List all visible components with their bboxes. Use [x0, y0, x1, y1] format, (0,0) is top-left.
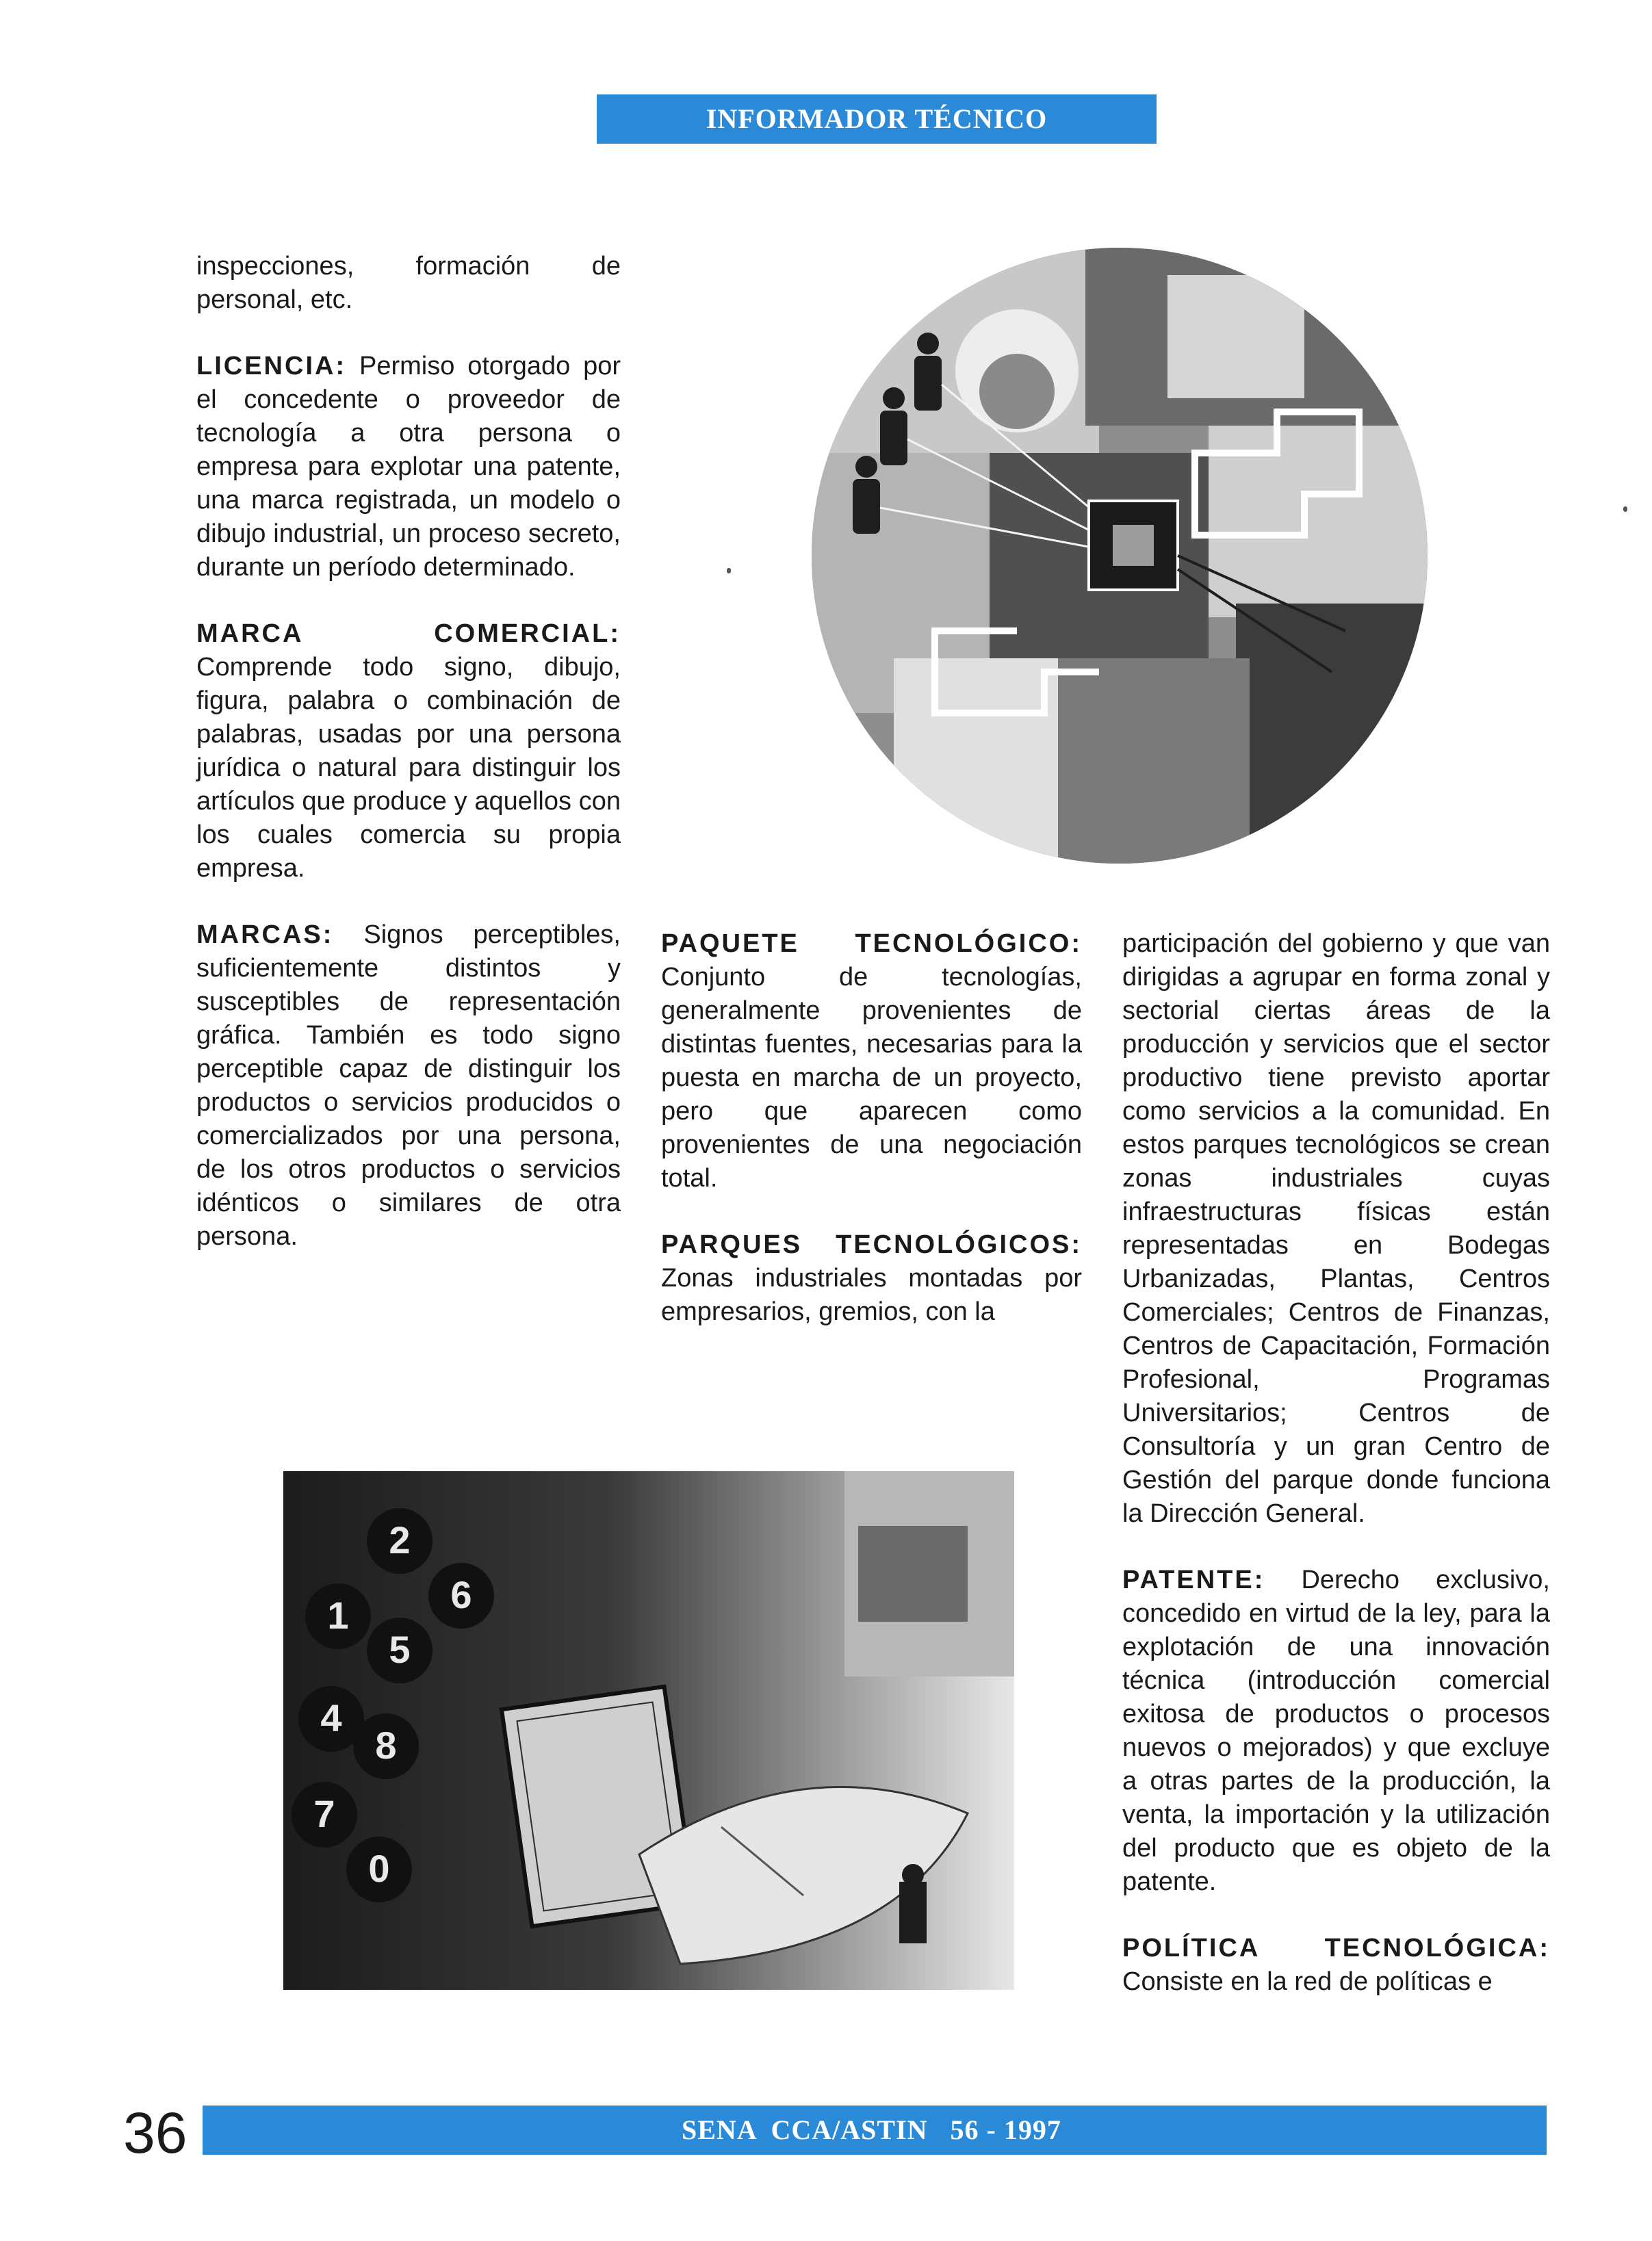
- text-column-1: [196, 250, 621, 1286]
- glossary-term: MARCA COMERCIAL:: [196, 619, 621, 648]
- glossary-term: MARCAS:: [196, 920, 334, 949]
- glossary-definition: Permiso otorgado por el concedente o proveedor de tecnología a otra persona o empresa para explotar una patente, una marca registrada, un modelo o dibujo industrial, un proceso secreto, durante un período determinado.: [196, 352, 621, 582]
- glossary-definition: Consiste en la red de políticas e: [1122, 1967, 1493, 1996]
- keypad-digit: 1: [327, 1594, 349, 1637]
- header-title: INFORMADOR TÉCNICO: [706, 103, 1048, 134]
- glossary-term: PAQUETE TECNOLÓGICO:: [661, 929, 1082, 958]
- glossary-definition: Derecho exclusivo, concedido en virtud de la ley, para la explotación de una innovación técnica (introducción comercial exitosa de productos o procesos nuevos o mejorados) y que excluye a otras partes de la producción, la venta, la importación y la utilización del producto que es objeto de la patente.: [1122, 1566, 1550, 1896]
- keypad-digit: 6: [450, 1573, 472, 1616]
- glossary-entry: [196, 918, 621, 1254]
- glossary-entry: [1122, 1564, 1550, 1899]
- page-number: 36: [123, 2101, 188, 2165]
- glossary-term: POLÍTICA TECNOLÓGICA:: [1122, 1934, 1550, 1963]
- circular-collage-image: [812, 248, 1428, 864]
- glossary-definition: Zonas industriales montadas por empresarios, gremios, con la: [661, 1264, 1082, 1326]
- text-column-2: [661, 927, 1082, 1362]
- keypad-digit: 5: [389, 1628, 411, 1671]
- telecom-graphic: [283, 1471, 1014, 1990]
- keypad-digit: 8: [375, 1724, 397, 1767]
- glossary-entry: [661, 1228, 1082, 1329]
- glossary-definition: Comprende todo signo, dibujo, figura, palabra o combinación de palabras, usadas por una persona jurídica o natural para distinguir los artículos que produce y aquellos con los cuales comercia su propia empresa.: [196, 653, 621, 883]
- telecom-photo: [283, 1471, 1014, 1990]
- keypad-digit: 0: [368, 1847, 390, 1890]
- scan-speck: [727, 568, 731, 573]
- header-bar: [597, 94, 1157, 144]
- text-column-3: [1122, 927, 1550, 2032]
- glossary-entry: [1122, 1932, 1550, 1999]
- glossary-term: PATENTE:: [1122, 1566, 1265, 1594]
- glossary-entry: [196, 350, 621, 584]
- glossary-term: PARQUES TECNOLÓGICOS:: [661, 1230, 1082, 1259]
- keypad-digit: 4: [320, 1696, 342, 1739]
- glossary-entry: [661, 927, 1082, 1195]
- glossary-definition: Signos perceptibles, suficientemente distintos y susceptibles de representación gráfica. También es todo signo perceptible capaz de distinguir los productos o servicios producidos o comercializados por una persona, de los otros productos o servicios idénticos o similares de otra persona.: [196, 920, 621, 1251]
- collage-graphic: [812, 248, 1428, 864]
- footer-publication: SENA CCA/ASTIN 56 - 1997: [682, 2114, 1061, 2145]
- keypad-digit: 2: [389, 1518, 411, 1562]
- glossary-entry: [196, 250, 621, 317]
- glossary-term: LICENCIA:: [196, 352, 347, 380]
- glossary-entry: [1122, 927, 1550, 1531]
- glossary-definition: Conjunto de tecnologías, generalmente provenientes de distintas fuentes, necesarias para la puesta en marcha de un proyecto, pero que aparecen como provenientes de una negociación total.: [661, 963, 1082, 1193]
- glossary-definition: inspecciones, formación de personal, etc.: [196, 252, 621, 314]
- glossary-definition: participación del gobierno y que van dirigidas a agrupar en forma zonal y sectorial ciertas áreas de la producción y servicios que el sector productivo tiene previsto aportar como servicios a la comunidad. En estos parques tecnológicos se crean zonas industriales cuyas infraestructuras físicas están representadas en Bodegas Urbanizadas, Plantas, Centros Comerciales; Centros de Finanzas, Centros de Capacitación, Formación Profesional, Programas Universitarios; Centros de Consultoría y un gran Centro de Gestión del parque donde funciona la Dirección General.: [1122, 929, 1550, 1528]
- scan-speck: [1623, 506, 1627, 512]
- glossary-entry: [196, 617, 621, 885]
- keypad-digit: 7: [313, 1792, 335, 1835]
- footer-bar: [203, 2106, 1547, 2155]
